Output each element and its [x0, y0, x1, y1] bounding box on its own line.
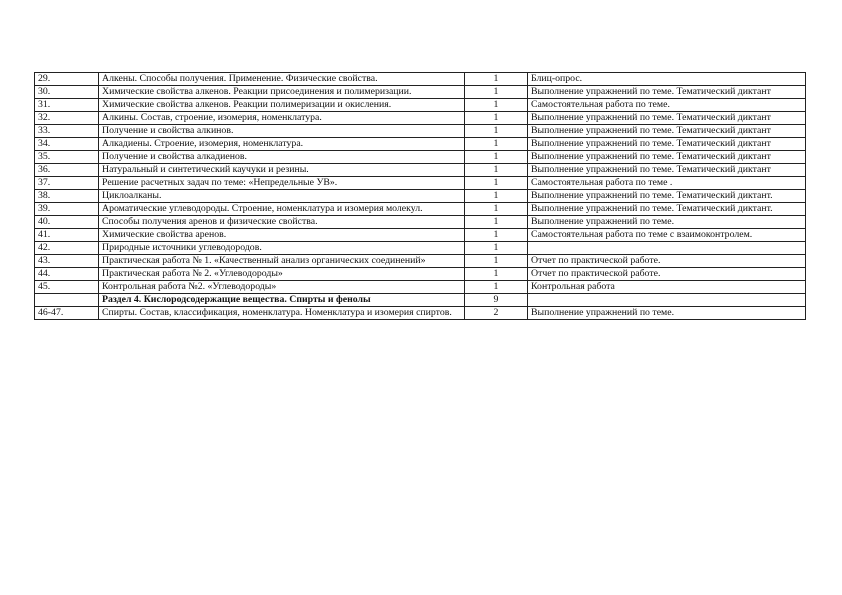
lesson-topic: Натуральный и синтетический каучуки и резины.: [99, 164, 465, 177]
table-row: [35, 86, 806, 99]
lesson-hours: 1: [465, 281, 528, 294]
lesson-number: 42.: [35, 242, 99, 255]
table-row: [35, 125, 806, 138]
table-row: [35, 73, 806, 86]
lesson-topic: Природные источники углеводородов.: [99, 242, 465, 255]
lesson-hours: 1: [465, 112, 528, 125]
lesson-control-form: Выполнение упражнений по теме. Тематический диктант: [528, 86, 806, 99]
table-row: [35, 138, 806, 151]
lesson-hours: 1: [465, 216, 528, 229]
lesson-topic: Получение и свойства алкинов.: [99, 125, 465, 138]
lesson-topic: Алкадиены. Строение, изомерия, номенклатура.: [99, 138, 465, 151]
lesson-control-form: Выполнение упражнений по теме. Тематический диктант: [528, 164, 806, 177]
table-row: [35, 255, 806, 268]
table-row: [35, 190, 806, 203]
lesson-topic: Спирты. Состав, классификация, номенклатура. Номенклатура и изомерия спиртов.: [99, 307, 465, 320]
lesson-number: 30.: [35, 86, 99, 99]
lesson-topic: Алкены. Способы получения. Применение. Физические свойства.: [99, 73, 465, 86]
section-header-row: [35, 294, 806, 307]
lesson-topic: Практическая работа № 1. «Качественный анализ органических соединений»: [99, 255, 465, 268]
lesson-number: 46-47.: [35, 307, 99, 320]
lesson-hours: 1: [465, 99, 528, 112]
lesson-hours: 2: [465, 307, 528, 320]
table-row: [35, 151, 806, 164]
lesson-number: 31.: [35, 99, 99, 112]
lesson-hours: 1: [465, 177, 528, 190]
lesson-hours: 1: [465, 268, 528, 281]
table-row: [35, 281, 806, 294]
lesson-control-form: Самостоятельная работа по теме .: [528, 177, 806, 190]
lesson-control-form: [528, 242, 806, 255]
lesson-number: 40.: [35, 216, 99, 229]
lesson-number: 36.: [35, 164, 99, 177]
lesson-control-form: Выполнение упражнений по теме. Тематический диктант.: [528, 203, 806, 216]
lesson-topic: Способы получения аренов и физические свойства.: [99, 216, 465, 229]
lesson-number: 38.: [35, 190, 99, 203]
table-row: [35, 99, 806, 112]
table-row: [35, 203, 806, 216]
lesson-topic: Химические свойства алкенов. Реакции присоединения и полимеризации.: [99, 86, 465, 99]
lesson-hours: 1: [465, 151, 528, 164]
lesson-hours: 1: [465, 164, 528, 177]
lesson-control-form: Выполнение упражнений по теме. Тематический диктант.: [528, 190, 806, 203]
lesson-topic: Контрольная работа №2. «Углеводороды»: [99, 281, 465, 294]
lesson-number: 34.: [35, 138, 99, 151]
lesson-number: 43.: [35, 255, 99, 268]
lesson-number: 45.: [35, 281, 99, 294]
lesson-hours: 1: [465, 255, 528, 268]
table-row: [35, 307, 806, 320]
lesson-topic: Получение и свойства алкадиенов.: [99, 151, 465, 164]
table-row: [35, 242, 806, 255]
lesson-topic: Ароматические углеводороды. Строение, номенклатура и изомерия молекул.: [99, 203, 465, 216]
lesson-hours: 1: [465, 190, 528, 203]
lesson-control-form: Выполнение упражнений по теме.: [528, 216, 806, 229]
lesson-control-form: Выполнение упражнений по теме. Тематический диктант: [528, 138, 806, 151]
lesson-number: 37.: [35, 177, 99, 190]
lesson-number: 32.: [35, 112, 99, 125]
lesson-number: 44.: [35, 268, 99, 281]
lesson-topic: Решение расчетных задач по теме: «Непредельные УВ».: [99, 177, 465, 190]
lesson-number: 41.: [35, 229, 99, 242]
lesson-hours: 1: [465, 203, 528, 216]
lesson-control-form: Самостоятельная работа по теме с взаимоконтролем.: [528, 229, 806, 242]
table-row: [35, 216, 806, 229]
lesson-plan-table: [34, 72, 806, 320]
lesson-topic: Циклоалканы.: [99, 190, 465, 203]
lesson-control-form: [528, 294, 806, 307]
lesson-control-form: Выполнение упражнений по теме. Тематический диктант: [528, 112, 806, 125]
lesson-hours: 1: [465, 125, 528, 138]
lesson-number: 35.: [35, 151, 99, 164]
lesson-hours: 1: [465, 138, 528, 151]
lesson-number: 33.: [35, 125, 99, 138]
lesson-number: 29.: [35, 73, 99, 86]
table-row: [35, 177, 806, 190]
lesson-number: 39.: [35, 203, 99, 216]
lesson-control-form: Выполнение упражнений по теме.: [528, 307, 806, 320]
lesson-hours: 1: [465, 73, 528, 86]
lesson-topic: Химические свойства аренов.: [99, 229, 465, 242]
table-row: [35, 112, 806, 125]
table-row: [35, 229, 806, 242]
lesson-control-form: Самостоятельная работа по теме.: [528, 99, 806, 112]
lesson-control-form: Блиц-опрос.: [528, 73, 806, 86]
lesson-topic: Алкины. Состав, строение, изомерия, номенклатура.: [99, 112, 465, 125]
table-row: [35, 164, 806, 177]
section-hours: 9: [465, 294, 528, 307]
table-row: [35, 268, 806, 281]
lesson-hours: 1: [465, 229, 528, 242]
lesson-hours: 1: [465, 242, 528, 255]
section-title: Раздел 4. Кислородсодержащие вещества. Спирты и фенолы: [99, 294, 465, 307]
lesson-control-form: Отчет по практической работе.: [528, 255, 806, 268]
lesson-topic: Практическая работа № 2. «Углеводороды»: [99, 268, 465, 281]
lesson-control-form: Выполнение упражнений по теме. Тематический диктант: [528, 125, 806, 138]
lesson-plan-body: [35, 73, 806, 320]
lesson-number: [35, 294, 99, 307]
lesson-control-form: Выполнение упражнений по теме. Тематический диктант: [528, 151, 806, 164]
lesson-hours: 1: [465, 86, 528, 99]
lesson-control-form: Отчет по практической работе.: [528, 268, 806, 281]
lesson-topic: Химические свойства алкенов. Реакции полимеризации и окисления.: [99, 99, 465, 112]
lesson-control-form: Контрольная работа: [528, 281, 806, 294]
